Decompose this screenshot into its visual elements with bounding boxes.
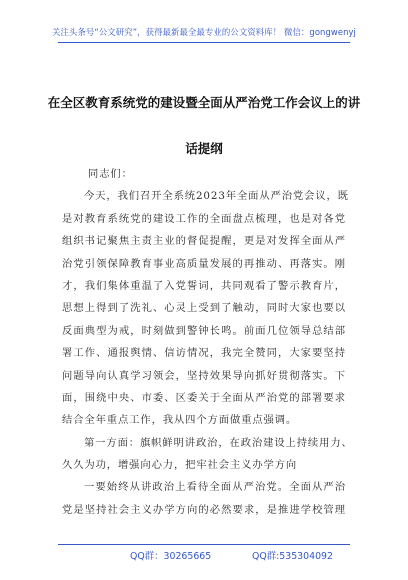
body-line: 党是坚持社会主义办学方向的必然要求，是推进学校管理: [62, 503, 346, 516]
body-line: 是对教育系统党的建设工作的全面盘点梳理，也是对各党: [62, 212, 346, 225]
footer-qq-group-1: QQ群：30265665: [130, 551, 212, 562]
footer-divider: [58, 544, 350, 545]
salutation: 同志们：: [88, 168, 133, 180]
body-line: 组织书记聚焦主责主业的督促提醒，更是对发挥全面从严: [62, 235, 346, 248]
body-line: 面，围绕中央、市委、区委关于全面从严治党的部署要求: [62, 391, 346, 404]
body-line: 署工作、通报舆情、信访情况，我完全赞同，大家要坚持: [62, 347, 346, 360]
body-line: 才，我们集体重温了入党誓词，共同观看了警示教育片，: [62, 279, 346, 292]
header-banner: 关注头条号“公文研究”，获得最新最全最专业的公文资料库！ 微信：gongwenyj: [52, 27, 356, 37]
document-body: [62, 163, 353, 521]
document-title-line-2: 话提纲: [185, 141, 223, 156]
section-heading-line: 第一方面：旗帜鲜明讲政治，在政治建设上持续用力、: [84, 436, 353, 449]
header-divider: [58, 42, 350, 43]
section-heading-line: 久久为功，增强向心力，把牢社会主义办学方向: [62, 459, 298, 472]
body-line: 反面典型为戒，时刻做到警钟长鸣。前面几位领导总结部: [62, 324, 346, 337]
body-line: 今天，我们召开全系统2023年全面从严治党会议，既: [84, 190, 349, 203]
body-line: 一要始终从讲政治上看待全面从严治党。全面从严治: [84, 481, 346, 494]
body-line: 治党引领保障教育事业高质量发展的再推动、再落实。刚: [62, 257, 346, 270]
body-line: 问题导向认真学习领会，坚持效果导向抓好贯彻落实。下: [62, 369, 346, 382]
footer-qq-group-2: QQ群:535304092: [252, 551, 333, 562]
body-line: 结合全年重点工作，我从四个方面做重点强调。: [62, 414, 298, 427]
body-line: 思想上得到了洗礼、心灵上受到了触动，同时大家也要以: [62, 302, 346, 315]
document-title-line-1: 在全区教育系统党的建设暨全面从严治党工作会议上的讲: [47, 95, 361, 110]
